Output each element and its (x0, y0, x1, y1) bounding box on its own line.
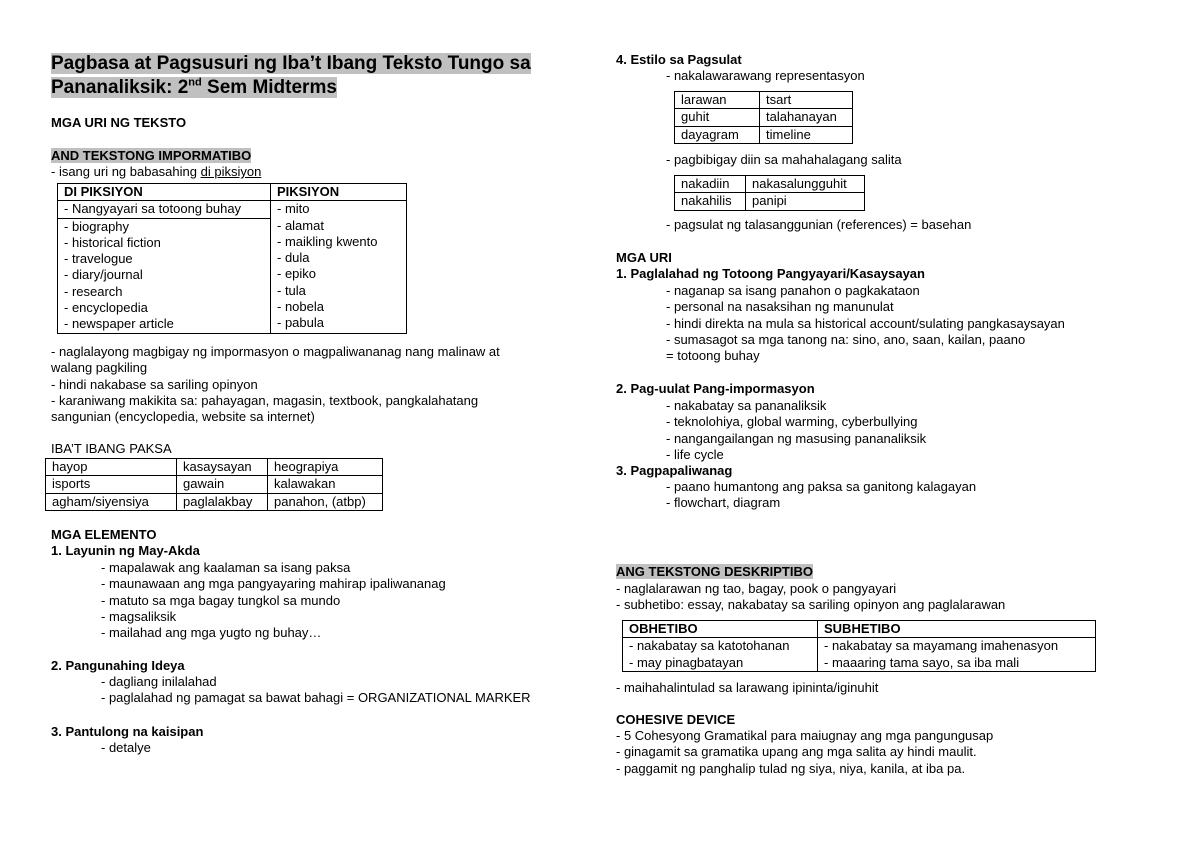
mga-uri-heading: MGA URI NG TEKSTO (51, 115, 187, 130)
text-line: - maunawaan ang mga pangyayaring mahirap ipaliwananag (101, 576, 446, 592)
uri2-heading: 2. Pag-uulat Pang-impormasyon (616, 381, 815, 396)
table-cell: dayagram (675, 126, 760, 143)
estilo-item: - pagbibigay diin sa mahahalagang salita (666, 152, 902, 167)
representasyon-table (674, 91, 853, 144)
table-cell: kalawakan (268, 476, 383, 493)
obhetibo-subhetibo-table (622, 620, 1096, 672)
ideya-heading: 2. Pangunahing Ideya (51, 658, 185, 673)
cohesive-list (616, 728, 993, 777)
document-title (51, 52, 531, 100)
text-line: - maaaring tama sayo, sa iba mali (824, 654, 1020, 670)
table-cell: panipi (746, 193, 865, 210)
title-line-1: Pagbasa at Pagsusuri ng Iba’t Ibang Teksto Tungo sa (51, 53, 531, 74)
text-line: - 5 Cohesyong Gramatikal para maiugnay ang mga pangungusap (616, 728, 994, 743)
text-line: - naganap sa isang panahon o pagkakataon (666, 283, 920, 298)
text-line: - life cycle (666, 446, 724, 462)
text-line: - magsaliksik (101, 608, 177, 624)
table-cell: nakasalungguhit (746, 176, 865, 193)
text-line: - nobela (277, 299, 324, 315)
table-cell: hayop (46, 459, 177, 476)
table-cell: tsart (760, 92, 853, 109)
deskriptibo-heading (616, 564, 813, 580)
text-line: sangunian (encyclopedia, website sa internet) (51, 409, 315, 425)
di-piksiyon-list (58, 218, 271, 333)
table-header: OBHETIBO (623, 621, 818, 638)
uri2-list (666, 398, 926, 463)
estilo-heading: 4. Estilo sa Pagsulat (616, 52, 742, 67)
text-line: di piksiyon (200, 164, 262, 179)
text-line: walang pagkiling (51, 360, 148, 376)
subhetibo-cell (818, 638, 1096, 672)
text-line: - personal na nasaksihan ng manunulat (666, 299, 894, 315)
layunin-heading: 1. Layunin ng May-Akda (51, 543, 200, 558)
obhetibo-cell (623, 638, 818, 672)
text-line: - mito (277, 201, 310, 217)
text-line: - subhetibo: essay, nakabatay sa sariling opinyon ang paglalarawan (616, 597, 1006, 613)
text-line: - detalye (101, 740, 151, 755)
table-cell: nakahilis (675, 193, 746, 210)
text-line: - teknolohiya, global warming, cyberbullying (666, 414, 918, 430)
table-cell: agham/siyensiya (46, 493, 177, 510)
informatibo-definition (51, 164, 261, 180)
text-line: nd (188, 76, 202, 89)
text-line: - hindi nakabase sa sariling opinyon (51, 376, 258, 392)
layunin-list (101, 560, 446, 641)
text-line: - isang uri ng babasahing (51, 164, 201, 179)
text-line: - paggamit ng panghalip tulad ng siya, niya, kanila, at iba pa. (616, 760, 966, 776)
text-line: - dula (277, 250, 310, 266)
text-line: Pananaliksik: 2 (51, 77, 189, 98)
table-cell: timeline (760, 126, 853, 143)
text-line: - maikling kwento (277, 233, 378, 249)
text-line: - naglalarawan ng tao, bagay, pook o pangyayari (616, 581, 897, 596)
paksa-heading: IBA’T IBANG PAKSA (51, 441, 172, 456)
uri3-heading: 3. Pagpapaliwanag (616, 463, 733, 478)
informatibo-notes (51, 344, 500, 425)
text-line: - tula (277, 282, 306, 298)
table-cell: gawain (177, 476, 268, 493)
text-line: - matuto sa mga bagay tungkol sa mundo (101, 592, 341, 608)
cohesive-heading: COHESIVE DEVICE (616, 712, 736, 727)
table-cell: - Nangyayari sa totoong buhay (58, 201, 271, 218)
text-line: - mapalawak ang kaalaman sa isang paksa (101, 560, 351, 575)
text-line: - biography (64, 218, 130, 234)
text-line: - naglalayong magbigay ng impormasyon o magpaliwananag nang malinaw at (51, 344, 500, 359)
text-line: = totoong buhay (666, 348, 760, 364)
uri3-list (666, 479, 976, 512)
text-line: - historical fiction (64, 234, 161, 250)
text-line: - karaniwang makikita sa: pahayagan, magasin, textbook, pangkalahatang (51, 392, 479, 408)
table-header: SUBHETIBO (818, 621, 1096, 638)
estilo-item: - pagsulat ng talasanggunian (references) = basehan (666, 217, 972, 232)
text-line: - ginagamit sa gramatika upang ang mga salita ay hindi maulit. (616, 744, 977, 760)
table-cell: larawan (675, 92, 760, 109)
text-line: - newspaper article (64, 316, 174, 332)
kaisipan-list (101, 740, 151, 756)
text-line: AND TEKSTONG IMPORMATIBO (51, 148, 252, 163)
table-cell: nakadiin (675, 176, 746, 193)
table-cell: paglalakbay (177, 493, 268, 510)
text-line: - mailahad ang mga yugto ng buhay… (101, 625, 322, 641)
text-line: - flowchart, diagram (666, 495, 781, 511)
piksiyon-table (57, 183, 407, 334)
mga-uri-heading: MGA URI (616, 250, 672, 265)
table-header: DI PIKSIYON (58, 184, 271, 201)
text-line: - nakabatay sa katotohanan (629, 638, 790, 654)
text-line: - paglalahad ng pamagat sa bawat bahagi = ORGANIZATIONAL MARKER (101, 690, 531, 706)
table-header: PIKSIYON (271, 184, 407, 201)
table-cell: guhit (675, 109, 760, 126)
title-line-2 (51, 77, 337, 98)
table-cell: heograpiya (268, 459, 383, 476)
uri1-heading: 1. Paglalahad ng Totoong Pangyayari/Kasaysayan (616, 266, 925, 281)
deskriptibo-list (616, 581, 1005, 614)
text-line: ANG TEKSTONG DESKRIPTIBO (616, 564, 813, 579)
text-line: - research (64, 283, 123, 299)
table-cell: panahon, (atbp) (268, 493, 383, 510)
elemento-heading: MGA ELEMENTO (51, 527, 157, 542)
table-cell: isports (46, 476, 177, 493)
text-line: - dagliang inilalahad (101, 674, 217, 689)
deskriptibo-note: - maihahalintulad sa larawang ipininta/iginuhit (616, 680, 879, 695)
text-line: Sem Midterms (201, 77, 337, 98)
diin-table (674, 175, 865, 211)
table-cell: talahanayan (760, 109, 853, 126)
piksiyon-list (271, 201, 407, 333)
text-line: - epiko (277, 266, 317, 282)
text-line: - alamat (277, 217, 324, 233)
kaisipan-heading: 3. Pantulong na kaisipan (51, 724, 204, 739)
text-line: - paano humantong ang paksa sa ganitong kalagayan (666, 479, 977, 494)
text-line: - encyclopedia (64, 300, 148, 316)
text-line: - sumasagot sa mga tanong na: sino, ano, saan, kailan, paano (666, 331, 1026, 347)
text-line: - nakabatay sa mayamang imahenasyon (824, 638, 1059, 654)
text-line: - nakabatay sa pananaliksik (666, 398, 827, 413)
text-line: - nangangailangan ng masusing pananaliksik (666, 430, 927, 446)
text-line: - may pinagbatayan (629, 654, 744, 670)
text-line: - diary/journal (64, 267, 143, 283)
ideya-list (101, 674, 531, 707)
uri1-list (666, 283, 1065, 364)
table-cell: kasaysayan (177, 459, 268, 476)
text-line: - pabula (277, 315, 324, 331)
informatibo-heading (51, 148, 251, 164)
text-line: - travelogue (64, 251, 133, 267)
paksa-table (45, 458, 383, 511)
estilo-item: - nakalawarawang representasyon (666, 68, 865, 83)
text-line: - hindi direkta na mula sa historical account/sulating pangkasaysayan (666, 315, 1065, 331)
